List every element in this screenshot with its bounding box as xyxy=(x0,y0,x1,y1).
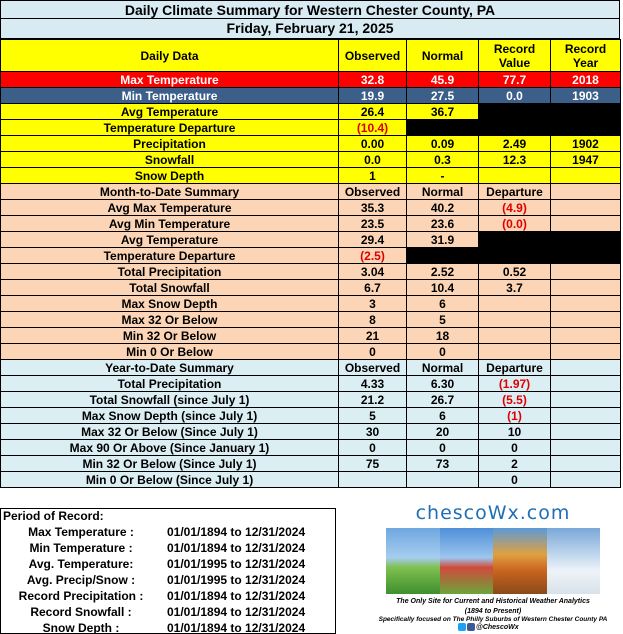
por-row xyxy=(1,573,337,589)
ytd-row xyxy=(1,424,621,440)
daily-row xyxy=(1,168,621,184)
ytd-row-empty xyxy=(551,472,621,488)
mtd-row-normal: 5 xyxy=(407,312,479,328)
ytd-header-0: Year-to-Date Summary xyxy=(1,360,339,376)
por-row-label: Min Temperature : xyxy=(29,541,133,555)
ytd-row-observed: 30 xyxy=(339,424,407,440)
mtd-row-departure: 3.7 xyxy=(479,280,551,296)
daily-row xyxy=(1,152,621,168)
ytd-row-departure: (1.97) xyxy=(479,376,551,392)
mtd-header-row xyxy=(1,184,621,200)
mtd-header-0: Month-to-Date Summary xyxy=(1,184,339,200)
mtd-row-label: Temperature Departure xyxy=(1,248,339,264)
daily-row-normal: 0.09 xyxy=(407,136,479,152)
mtd-row-departure xyxy=(479,344,551,360)
mtd-row-label: Min 0 Or Below xyxy=(1,344,339,360)
por-row xyxy=(1,525,337,541)
por-row xyxy=(1,557,337,573)
daily-row-label: Avg Temperature xyxy=(1,104,339,120)
daily-row xyxy=(1,120,621,136)
daily-row-record-value: 0.0 xyxy=(479,88,551,104)
mtd-row-observed: 29.4 xyxy=(339,232,407,248)
autumn-image xyxy=(493,528,547,594)
logo-years: (1894 to Present) xyxy=(464,608,522,615)
mtd-row xyxy=(1,328,621,344)
period-of-record-title: Period of Record: xyxy=(3,509,104,523)
daily-row xyxy=(1,104,621,120)
mtd-row-label: Total Precipitation xyxy=(1,264,339,280)
ytd-row-normal: 20 xyxy=(407,424,479,440)
mtd-row-empty xyxy=(551,296,621,312)
mtd-row-normal: 0 xyxy=(407,344,479,360)
daily-header-1: Observed xyxy=(339,40,407,72)
daily-row-record-year: 1902 xyxy=(551,136,621,152)
daily-row-observed: 26.4 xyxy=(339,104,407,120)
ytd-row-empty xyxy=(551,424,621,440)
por-row-range: 01/01/1894 to 12/31/2024 xyxy=(167,605,306,619)
mtd-row-label: Min 32 Or Below xyxy=(1,328,339,344)
logo-focus: Specifically focused on The Philly Suburbs of Western Chester County PA xyxy=(378,616,608,623)
mtd-row-departure xyxy=(479,296,551,312)
daily-row xyxy=(1,72,621,88)
daily-row-blank xyxy=(407,120,479,136)
mtd-row-normal: 6 xyxy=(407,296,479,312)
mtd-row-empty xyxy=(551,200,621,216)
daily-row-blank xyxy=(479,120,551,136)
daily-row-record-year: 1903 xyxy=(551,88,621,104)
por-row-label: Snow Depth : xyxy=(42,621,120,634)
ytd-row-label: Min 0 Or Below (Since July 1) xyxy=(1,472,339,488)
mtd-row-observed: 0 xyxy=(339,344,407,360)
ytd-row-label: Max 32 Or Below (Since July 1) xyxy=(1,424,339,440)
mtd-row-departure xyxy=(479,312,551,328)
summer-image xyxy=(440,528,494,594)
daily-row-blank xyxy=(551,104,621,120)
daily-row-label: Max Temperature xyxy=(1,72,339,88)
ytd-row-label: Total Precipitation xyxy=(1,376,339,392)
mtd-header-3: Departure xyxy=(479,184,551,200)
mtd-row-normal: 31.9 xyxy=(407,232,479,248)
ytd-row-label: Max Snow Depth (since July 1) xyxy=(1,408,339,424)
mtd-row-normal: 18 xyxy=(407,328,479,344)
daily-row-normal: 27.5 xyxy=(407,88,479,104)
mtd-row xyxy=(1,280,621,296)
facebook-icon[interactable] xyxy=(467,623,475,631)
mtd-row-normal: 2.52 xyxy=(407,264,479,280)
winter-image xyxy=(547,528,601,594)
logo-handle[interactable]: @ChescoWx xyxy=(476,624,519,631)
daily-header-row xyxy=(1,40,621,72)
por-row-range: 01/01/1995 to 12/31/2024 xyxy=(167,573,306,587)
ytd-header-row xyxy=(1,360,621,376)
chescowx-logo xyxy=(366,502,620,634)
daily-row-observed: 32.8 xyxy=(339,72,407,88)
daily-row-observed: 19.9 xyxy=(339,88,407,104)
daily-row-record-year: 2018 xyxy=(551,72,621,88)
mtd-row-blank xyxy=(479,248,551,264)
logo-wordmark: chescoWx.com xyxy=(415,502,571,524)
twitter-icon[interactable] xyxy=(458,623,466,631)
period-of-record-panel xyxy=(0,508,336,634)
logo-tagline: The Only Site for Current and Historical Weather Analytics xyxy=(396,598,590,605)
mtd-row-normal: 10.4 xyxy=(407,280,479,296)
mtd-row-observed: 3.04 xyxy=(339,264,407,280)
mtd-row xyxy=(1,232,621,248)
ytd-row xyxy=(1,408,621,424)
mtd-row-departure: (4.9) xyxy=(479,200,551,216)
por-row-range: 01/01/1894 to 12/31/2024 xyxy=(167,541,306,555)
ytd-row-empty xyxy=(551,408,621,424)
ytd-row-label: Min 32 Or Below (Since July 1) xyxy=(1,456,339,472)
mtd-row-observed: 3 xyxy=(339,296,407,312)
daily-row-label: Precipitation xyxy=(1,136,339,152)
por-row-range: 01/01/1995 to 12/31/2024 xyxy=(167,557,306,571)
mtd-row-empty xyxy=(551,232,621,248)
spring-image xyxy=(386,528,440,594)
mtd-row-empty xyxy=(551,216,621,232)
mtd-header-2: Normal xyxy=(407,184,479,200)
mtd-row xyxy=(1,344,621,360)
daily-row-label: Snow Depth xyxy=(1,168,339,184)
report-title: Daily Climate Summary for Western Chester County, PA xyxy=(0,0,620,19)
mtd-row-empty xyxy=(551,280,621,296)
por-row-range: 01/01/1894 to 12/31/2024 xyxy=(167,589,306,603)
mtd-row-normal: 40.2 xyxy=(407,200,479,216)
mtd-row-empty xyxy=(551,312,621,328)
mtd-row-departure xyxy=(479,328,551,344)
climate-table xyxy=(0,39,621,488)
mtd-row-label: Avg Min Temperature xyxy=(1,216,339,232)
ytd-header-empty-4 xyxy=(551,360,621,376)
report-date: Friday, February 21, 2025 xyxy=(0,19,620,39)
daily-row-record-value: 77.7 xyxy=(479,72,551,88)
daily-row xyxy=(1,136,621,152)
ytd-header-3: Departure xyxy=(479,360,551,376)
mtd-row-normal: 23.6 xyxy=(407,216,479,232)
mtd-row-departure: (0.0) xyxy=(479,216,551,232)
daily-header-3: Record Value xyxy=(479,40,551,72)
por-row xyxy=(1,541,337,557)
mtd-header-empty-4 xyxy=(551,184,621,200)
daily-row-label: Snowfall xyxy=(1,152,339,168)
por-row-label: Avg. Temperature: xyxy=(28,557,134,571)
daily-row-blank xyxy=(551,120,621,136)
mtd-row-empty xyxy=(551,344,621,360)
por-row-label: Max Temperature : xyxy=(28,525,134,539)
mtd-row-observed: 23.5 xyxy=(339,216,407,232)
mtd-row xyxy=(1,296,621,312)
por-row-label: Record Precipitation : xyxy=(18,589,144,603)
ytd-row-observed: 5 xyxy=(339,408,407,424)
daily-row xyxy=(1,88,621,104)
por-row-label: Record Snowfall : xyxy=(30,605,132,619)
mtd-row-observed: (2.5) xyxy=(339,248,407,264)
ytd-row-normal: 6.30 xyxy=(407,376,479,392)
mtd-row-departure xyxy=(479,232,551,248)
mtd-row xyxy=(1,312,621,328)
ytd-row-normal xyxy=(407,472,479,488)
daily-row-observed: 1 xyxy=(339,168,407,184)
ytd-row xyxy=(1,456,621,472)
ytd-row-empty xyxy=(551,376,621,392)
daily-row-record-value xyxy=(479,168,551,184)
ytd-row-observed: 21.2 xyxy=(339,392,407,408)
daily-row-normal: 36.7 xyxy=(407,104,479,120)
ytd-row-normal: 26.7 xyxy=(407,392,479,408)
ytd-row-empty xyxy=(551,456,621,472)
ytd-row-departure: (5.5) xyxy=(479,392,551,408)
daily-row-observed: (10.4) xyxy=(339,120,407,136)
mtd-row xyxy=(1,248,621,264)
por-row-range: 01/01/1894 to 12/31/2024 xyxy=(167,621,306,634)
mtd-row-observed: 8 xyxy=(339,312,407,328)
mtd-row-empty xyxy=(551,328,621,344)
daily-row-normal: 0.3 xyxy=(407,152,479,168)
ytd-row xyxy=(1,392,621,408)
daily-row-observed: 0.0 xyxy=(339,152,407,168)
mtd-row-empty xyxy=(551,248,621,264)
mtd-row-observed: 21 xyxy=(339,328,407,344)
ytd-row-departure: 0 xyxy=(479,472,551,488)
mtd-row xyxy=(1,216,621,232)
ytd-row-departure: 0 xyxy=(479,440,551,456)
daily-row-label: Min Temperature xyxy=(1,88,339,104)
por-row-range: 01/01/1894 to 12/31/2024 xyxy=(167,525,306,539)
ytd-header-1: Observed xyxy=(339,360,407,376)
daily-header-0: Daily Data xyxy=(1,40,339,72)
ytd-row-label: Max 90 Or Above (Since January 1) xyxy=(1,440,339,456)
mtd-row-observed: 6.7 xyxy=(339,280,407,296)
mtd-row-empty xyxy=(551,264,621,280)
daily-header-4: Record Year xyxy=(551,40,621,72)
ytd-row-empty xyxy=(551,440,621,456)
mtd-row-label: Max Snow Depth xyxy=(1,296,339,312)
daily-header-2: Normal xyxy=(407,40,479,72)
daily-row-record-value: 12.3 xyxy=(479,152,551,168)
por-row xyxy=(1,589,337,605)
mtd-row-label: Max 32 Or Below xyxy=(1,312,339,328)
daily-row-label: Temperature Departure xyxy=(1,120,339,136)
daily-row-normal: - xyxy=(407,168,479,184)
mtd-row-observed: 35.3 xyxy=(339,200,407,216)
ytd-row-observed: 0 xyxy=(339,440,407,456)
mtd-row xyxy=(1,200,621,216)
ytd-row-departure: 2 xyxy=(479,456,551,472)
daily-row-observed: 0.00 xyxy=(339,136,407,152)
ytd-row-observed: 75 xyxy=(339,456,407,472)
ytd-row-normal: 73 xyxy=(407,456,479,472)
daily-row-blank xyxy=(479,104,551,120)
ytd-row-empty xyxy=(551,392,621,408)
ytd-row-normal: 6 xyxy=(407,408,479,424)
ytd-row xyxy=(1,440,621,456)
ytd-row-observed xyxy=(339,472,407,488)
mtd-row-blank xyxy=(407,248,479,264)
daily-row-normal: 45.9 xyxy=(407,72,479,88)
ytd-header-2: Normal xyxy=(407,360,479,376)
ytd-row-departure: (1) xyxy=(479,408,551,424)
mtd-row-label: Total Snowfall xyxy=(1,280,339,296)
ytd-row xyxy=(1,376,621,392)
ytd-row-observed: 4.33 xyxy=(339,376,407,392)
por-row xyxy=(1,621,337,634)
mtd-row-label: Avg Temperature xyxy=(1,232,339,248)
ytd-row xyxy=(1,472,621,488)
mtd-row xyxy=(1,264,621,280)
daily-row-record-year: 1947 xyxy=(551,152,621,168)
daily-row-record-value: 2.49 xyxy=(479,136,551,152)
mtd-row-label: Avg Max Temperature xyxy=(1,200,339,216)
ytd-row-normal: 0 xyxy=(407,440,479,456)
por-row-label: Avg. Precip/Snow : xyxy=(26,573,136,587)
ytd-row-label: Total Snowfall (since July 1) xyxy=(1,392,339,408)
por-row xyxy=(1,605,337,621)
daily-row-record-year xyxy=(551,168,621,184)
mtd-row-departure: 0.52 xyxy=(479,264,551,280)
seasons-image-strip xyxy=(386,528,600,594)
ytd-row-departure: 10 xyxy=(479,424,551,440)
mtd-header-1: Observed xyxy=(339,184,407,200)
